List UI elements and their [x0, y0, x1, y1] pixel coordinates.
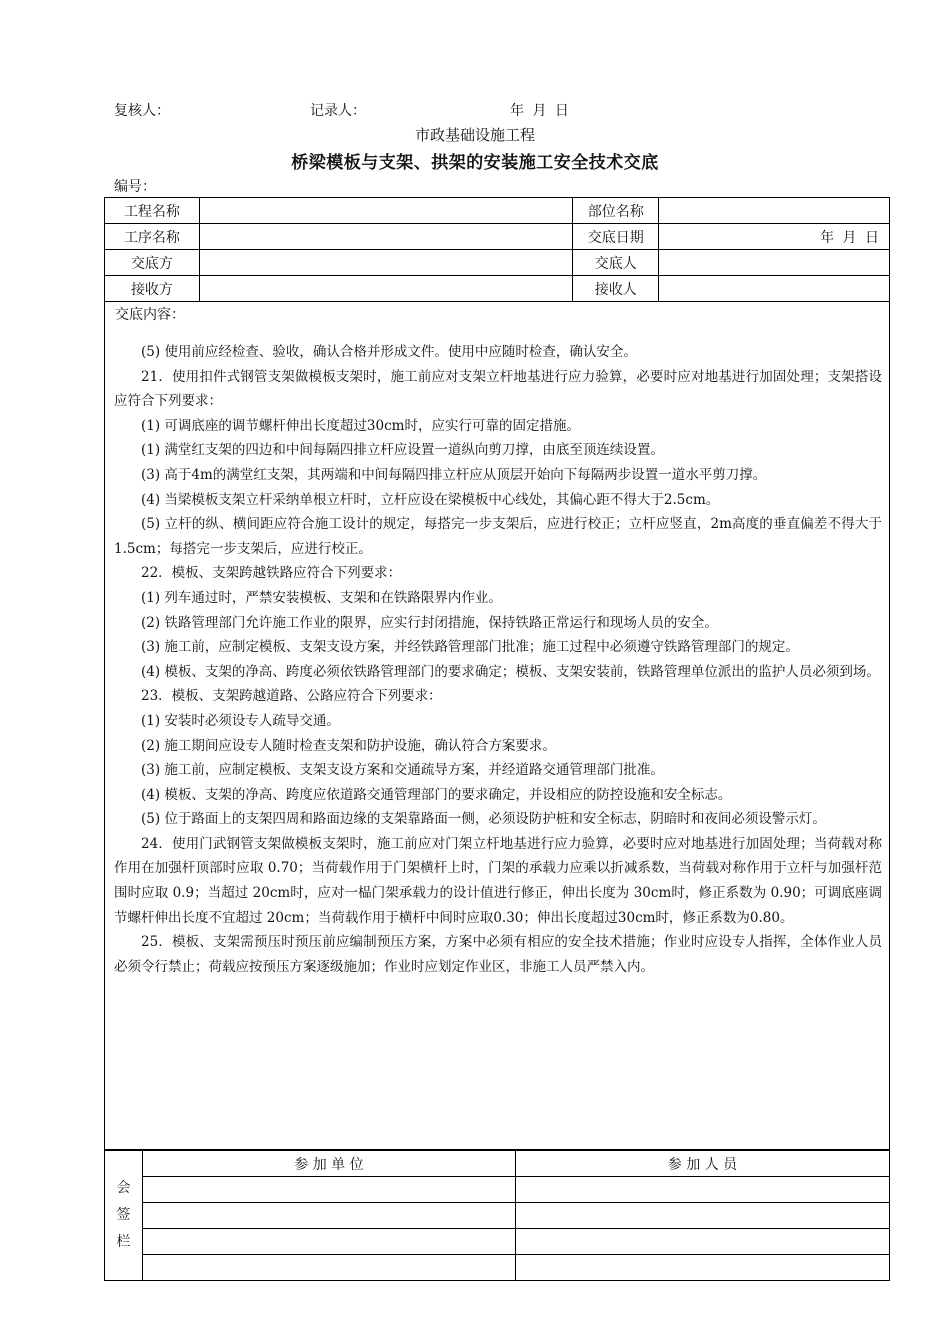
page-title: 桥梁模板与支架、拱架的安装施工安全技术交底: [291, 153, 659, 173]
handover-person-value[interactable]: [659, 250, 890, 276]
table-row: [105, 1229, 890, 1255]
paragraph: 23．模板、支架跨越道路、公路应符合下列要求：: [141, 688, 442, 705]
paragraph: (2) 施工期间应设专人随时检查支架和防护设施，确认符合方案要求。: [141, 737, 556, 754]
paragraph: 25．模板、支架需预压时预压前应编制预压方案，方案中必须有相应的安全技术措施；作业时应设专人指挥，全体作业人员必须令行禁止；荷载应按预压方案逐级施加；作业时应划定作业区，非施工人员严禁入内。: [114, 934, 882, 975]
unit-cell[interactable]: [142, 1203, 515, 1229]
code-label: 编号：: [114, 179, 156, 195]
paragraph: (4) 当梁模板支架立杆采纳单根立杆时，立杆应设在梁模板中心线处，其偏心距不得大于2.5cm。: [141, 491, 720, 508]
paragraph: (2) 铁路管理部门允许施工作业的限界，应实行封闭措施，保持铁路正常运行和现场人员的安全。: [141, 614, 718, 631]
people-cell[interactable]: [515, 1203, 889, 1229]
paragraph: (3) 施工前，应制定模板、支架支设方案和交通疏导方案，并经道路交通管理部门批准。: [141, 762, 664, 779]
col-people-header: 参 加 人 员: [515, 1151, 889, 1177]
paragraph: (5) 立杆的纵、横间距应符合施工设计的规定，每搭完一步支架后，应进行校正；立杆应竖直，2m高度的垂直偏差不得大于1.5cm；每搭完一步支架后，应进行校正。: [114, 516, 882, 557]
unit-cell[interactable]: [142, 1229, 515, 1255]
info-table: [104, 197, 890, 302]
col-unit-header: 参 加 单 位: [142, 1151, 515, 1177]
handover-date-value[interactable]: 年 月 日: [659, 224, 890, 250]
process-name-label: 工序名称: [105, 224, 200, 250]
people-cell[interactable]: [515, 1255, 889, 1281]
content-box: [104, 298, 890, 1150]
content-paragraphs: [114, 340, 882, 979]
paragraph: (4) 模板、支架的净高、跨度必须依铁路管理部门的要求确定；模板、支架安装前，铁路管理单位派出的监护人员必须到场。: [141, 663, 880, 680]
handover-date-label: 交底日期: [573, 224, 659, 250]
handover-party-label: 交底方: [105, 250, 200, 276]
side-char: 会: [116, 1180, 131, 1196]
project-name-value[interactable]: [199, 198, 572, 224]
recorder-label: 记录人：: [310, 103, 366, 119]
paragraph: (3) 高于4m的满堂红支架，其两端和中间每隔四排立杆应从顶层开始向下每隔两步设置一道水平剪刀撑。: [141, 466, 767, 483]
paragraph: (3) 施工前，应制定模板、支架支设方案，并经铁路管理部门批准；施工过程中必须遵守铁路管理部门的规定。: [141, 639, 799, 656]
reviewer-label: 复核人：: [114, 103, 170, 119]
side-char: 签: [116, 1207, 131, 1223]
receiver-party-label: 接收方: [105, 276, 200, 302]
paragraph: (4) 模板、支架的净高、跨度应依道路交通管理部门的要求确定，并设相应的防控设施和安全标志。: [141, 786, 732, 803]
table-row: [105, 1203, 890, 1229]
handover-person-label: 交底人: [573, 250, 659, 276]
org-title: 市政基础设施工程: [414, 126, 535, 144]
table-row: [105, 1151, 890, 1177]
side-char: 栏: [116, 1234, 131, 1250]
paragraph: (1) 安装时必须设专人疏导交通。: [141, 712, 340, 729]
receiver-person-label: 接收人: [573, 276, 659, 302]
paragraph: (1) 满堂红支架的四边和中间每隔四排立杆应设置一道纵向剪刀撑，由底至顶连续设置。: [141, 442, 664, 459]
people-cell[interactable]: [515, 1229, 889, 1255]
people-cell[interactable]: [515, 1177, 889, 1203]
table-row: [105, 224, 890, 250]
signature-side-label: [105, 1151, 143, 1281]
paragraph: 22．模板、支架跨越铁路应符合下列要求：: [141, 565, 402, 582]
dept-name-value[interactable]: [659, 198, 890, 224]
process-name-value[interactable]: [199, 224, 572, 250]
table-row: [105, 1177, 890, 1203]
unit-cell[interactable]: [142, 1177, 515, 1203]
paragraph: (5) 使用前应经检查、验收，确认合格并形成文件。使用中应随时检查，确认安全。: [141, 344, 637, 360]
date-label: 年 月 日: [510, 103, 571, 119]
paragraph: 24．使用门武钢管支架做模板支架时，施工前应对门架立杆地基进行应力验算，必要时应对地基进行加固处理；当荷载对称作用在加强杆顶部时应取 0.70；当荷载作用于门架横杆上时，门架的承载力应乘以折减系数，当荷载对称作用于立杆与加强杆范围时应取 0.9；当超过 20cm时，应对一榀门架承载力的设计值进行修正，伸出长度为 30cm时，修正系数为 0.90；可调底座调节螺杆伸出长度不宜超过 20cm；当荷载作用于横杆中间时应取0.30；伸出长度超过30cm时，修正系数为0.80。: [114, 835, 882, 926]
paragraph: 21．使用扣件式钢管支架做模板支架时，施工前应对支架立杆地基进行应力验算，必要时应对地基进行加固处理；支架搭设应符合下列要求：: [114, 368, 882, 410]
content-label: 交底内容：: [115, 307, 185, 323]
dept-name-label: 部位名称: [573, 198, 659, 224]
signature-table: [104, 1150, 890, 1281]
table-row: [105, 250, 890, 276]
paragraph: (1) 可调底座的调节螺杆伸出长度超过30cm时，应实行可靠的固定措施。: [141, 417, 580, 434]
project-name-label: 工程名称: [105, 198, 200, 224]
paragraph: (1) 列车通过时，严禁安装模板、支架和在铁路限界内作业。: [141, 589, 502, 606]
table-row: [105, 198, 890, 224]
unit-cell[interactable]: [142, 1255, 515, 1281]
handover-party-value[interactable]: [199, 250, 572, 276]
table-row: [105, 1255, 890, 1281]
paragraph: (5) 位于路面上的支架四周和路面边缘的支架靠路面一侧，必须设防护桩和安全标志，阴暗时和夜间必须设警示灯。: [141, 811, 826, 828]
